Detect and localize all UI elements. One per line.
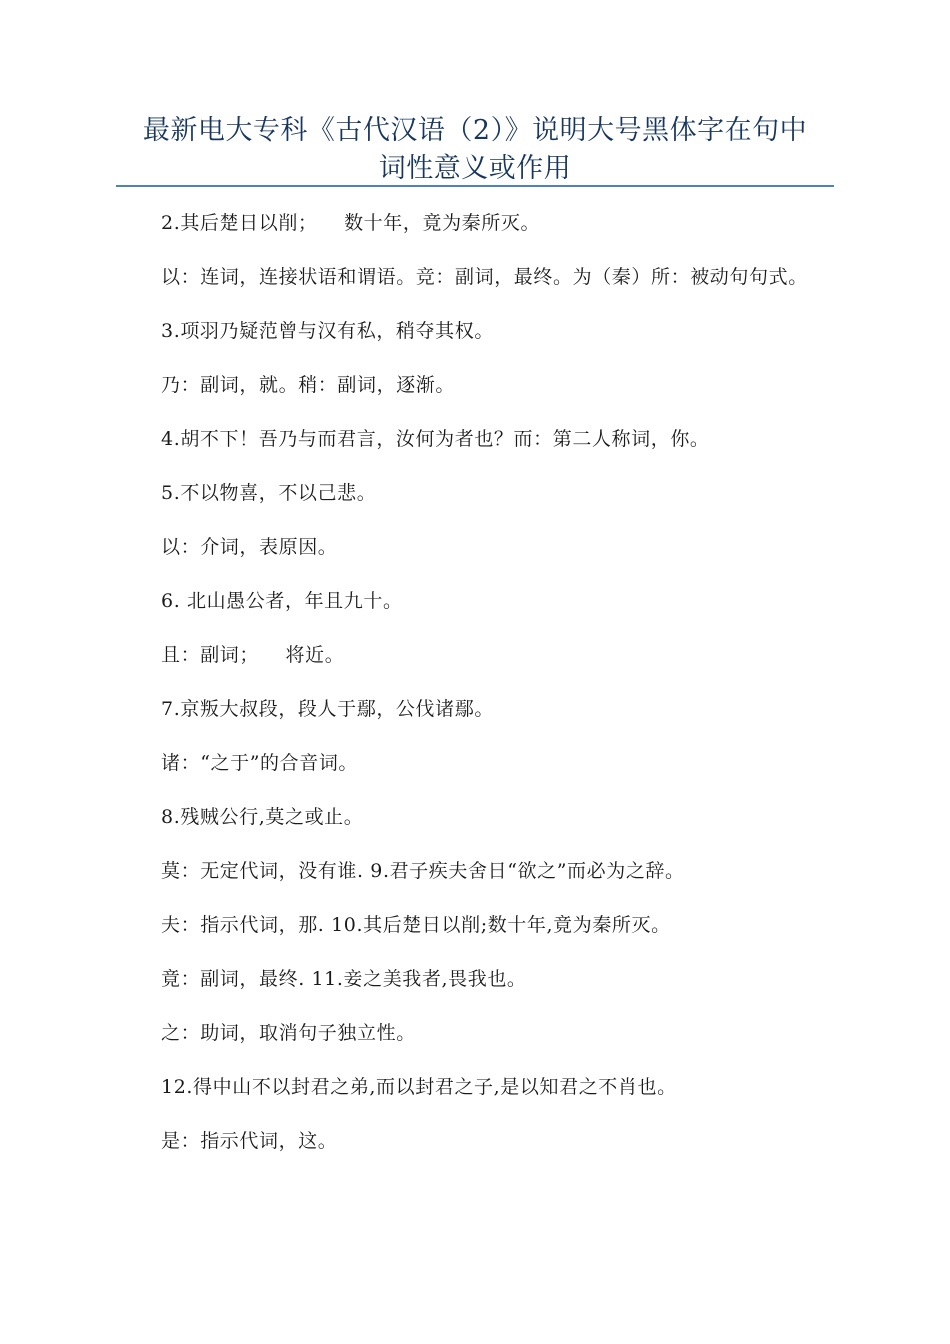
paragraph-answer-2: 以：连词，连接状语和谓语。竞：副词，最终。为（秦）所：被动句句式。 (161, 266, 808, 288)
paragraph-item-4: 4.胡不下！吾乃与而君言，汝何为者也？而：第二人称词，你。 (161, 428, 710, 450)
document-body (116, 209, 834, 1181)
paragraph-answer-9-item-10: 夫：指示代词，那. 10.其后楚日以削;数十年,竟为秦所灭。 (161, 914, 671, 936)
paragraph-item-8: 8.残贼公行,莫之或止。 (161, 806, 364, 828)
paragraph-answer-12: 是：指示代词，这。 (161, 1130, 338, 1152)
paragraph-item-5: 5.不以物喜，不以己悲。 (161, 482, 377, 504)
title-line-2: 词性意义或作用 (378, 153, 572, 184)
paragraph-answer-5: 以：介词，表原因。 (161, 536, 338, 558)
paragraph-answer-11: 之：助词，取消句子独立性。 (161, 1022, 416, 1044)
title-underline (116, 185, 834, 187)
title-line-1: 最新电大专科《古代汉语（2）》说明大号黑体字在句中 (142, 115, 808, 146)
paragraph-item-3: 3.项羽乃疑范曾与汉有私，稍夺其权。 (161, 320, 494, 342)
paragraph-item-12: 12.得中山不以封君之弟,而以封君之子,是以知君之不肖也。 (161, 1076, 677, 1098)
paragraph-item-2: 2.其后楚日以削； 数十年，竟为秦所灭。 (161, 212, 541, 234)
paragraph-answer-8-item-9: 莫：无定代词，没有谁. 9.君子疾夫舍日“欲之”而必为之辞。 (161, 860, 685, 882)
paragraph-answer-6: 且：副词； 将近。 (161, 644, 345, 666)
document-title (116, 112, 834, 188)
paragraph-answer-10-item-11: 竟：副词，最终. 11.妾之美我者,畏我也。 (161, 968, 527, 990)
paragraph-answer-3: 乃：副词，就。稍：副词，逐渐。 (161, 374, 456, 396)
title-block (116, 112, 834, 188)
paragraph-item-6: 6. 北山愚公者，年且九十。 (161, 590, 403, 612)
paragraph-item-7: 7.京叛大叔段，段人于鄢，公伐诸鄢。 (161, 698, 494, 720)
paragraph-answer-7: 诸：“之于”的合音词。 (161, 752, 359, 774)
